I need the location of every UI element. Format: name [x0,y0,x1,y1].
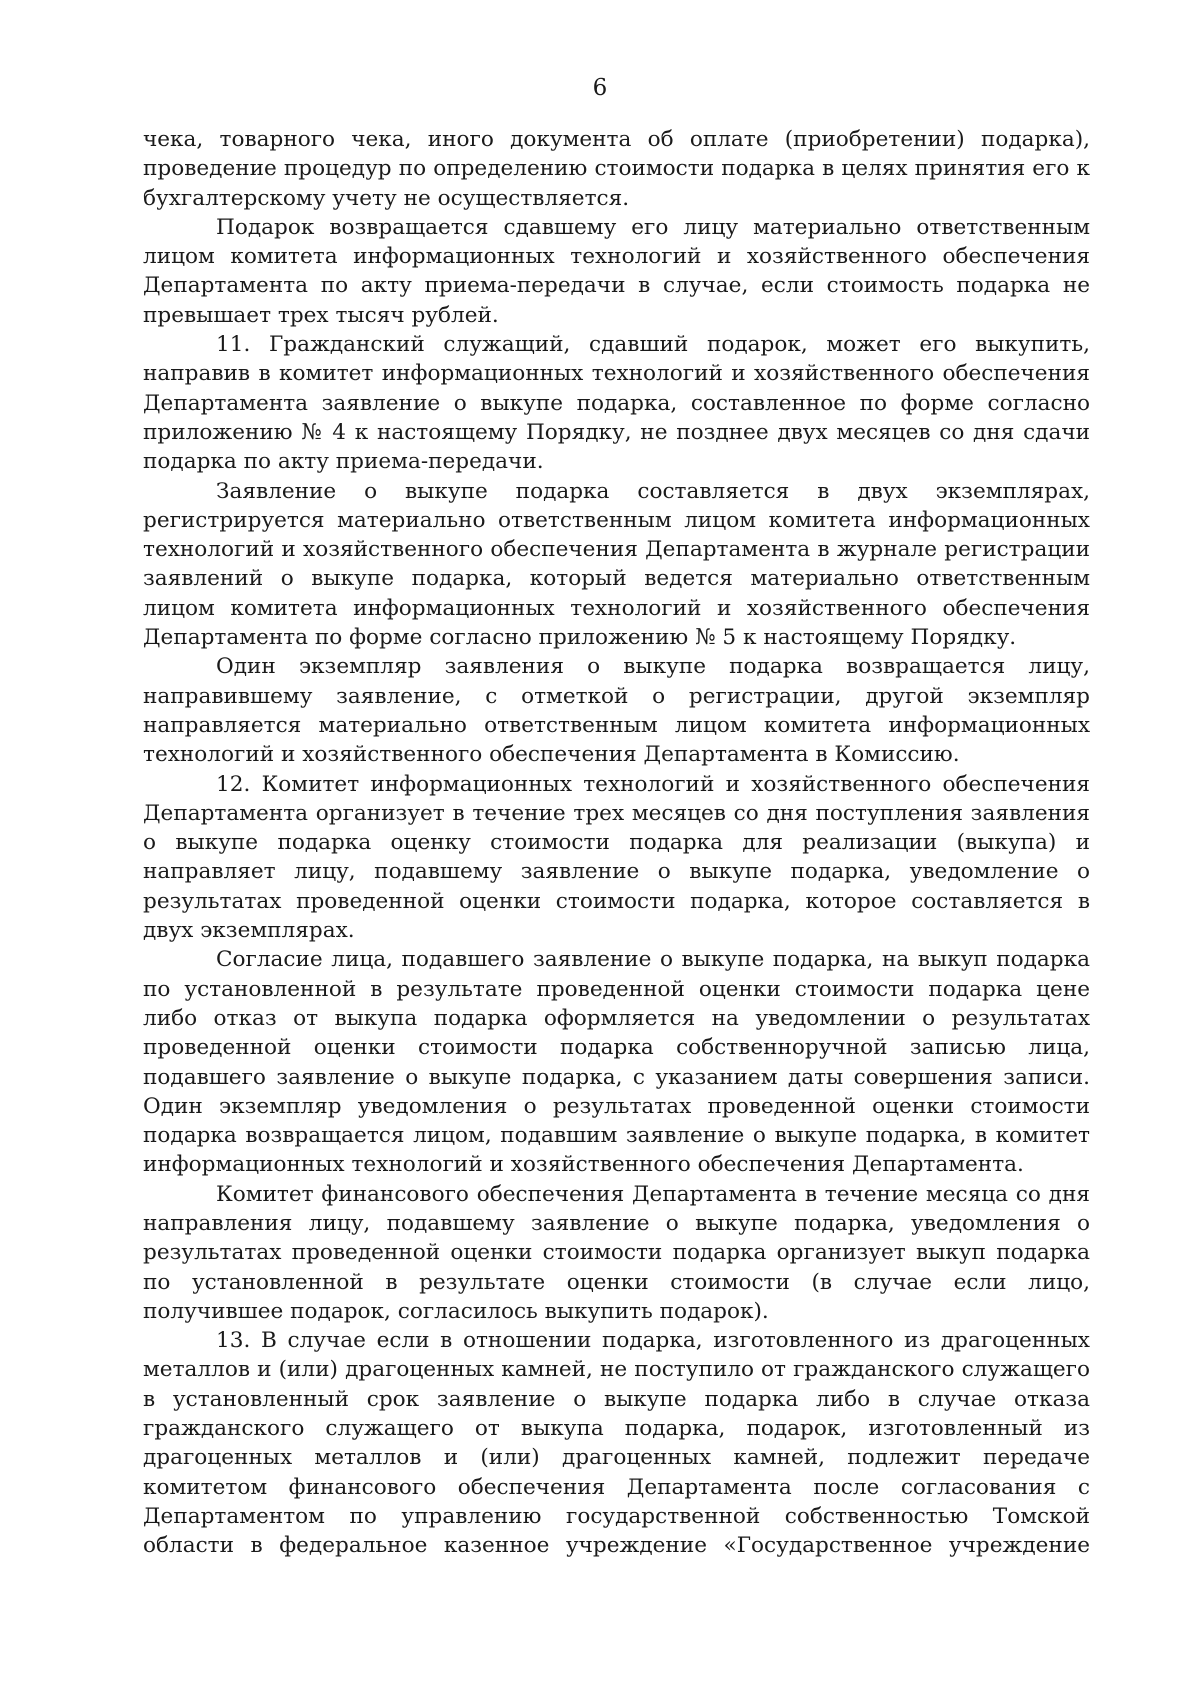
document-body [143,125,1090,1561]
paragraph-application-copy: Один экземпляр заявления о выкупе подарка возвращается лицу, направившему заявление, с отметкой о регистрации, другой экземпляр направляется материально ответственным лицом комитета информационных технологий и хозяйственного обеспечения Департамента в Комиссию. [143,654,1090,768]
paragraph-financial-committee: Комитет финансового обеспечения Департамента в течение месяца со дня направления лицу, подавшему заявление о выкупе подарка, уведомления о результатах проведенной оценки стоимости подарка организует выкуп подарка по установленной в результате оценки стоимости (в случае если лицо, получившее подарок, согласилось выкупить подарок). [143,1181,1090,1324]
paragraph-gift-return: Подарок возвращается сдавшему его лицу материально ответственным лицом комитета информационных технологий и хозяйственного обеспечения Департамента по акту приема-передачи в случае, если стоимость подарка не превышает трех тысяч рублей. [143,214,1090,328]
paragraph-11-buyout: 11. Гражданский служащий, сдавший подарок, может его выкупить, направив в комитет информационных технологий и хозяйственного обеспечения Департамента заявление о выкупе подарка, составленное по форме согласно приложению № 4 к настоящему Порядку, не позднее двух месяцев со дня сдачи подарка по акту приема-передачи. [143,332,1090,475]
paragraph-buyout-application: Заявление о выкупе подарка составляется в двух экземплярах, регистрируется материально ответственным лицом комитета информационных технологий и хозяйственного обеспечения Департамента в журнале регистрации заявлений о выкупе подарка, который ведется материально ответственным лицом комитета информационных технологий и хозяйственного обеспечения Департамента по форме согласно приложению № 5 к настоящему Порядку. [143,478,1090,651]
page-number: 6 [592,75,608,101]
paragraph-consent: Согласие лица, подавшего заявление о выкупе подарка, на выкуп подарка по установленной в результате проведенной оценки стоимости подарка цене либо отказ от выкупа подарка оформляется на уведомлении о результатах проведенной оценки стоимости подарка собственноручной записью лица, подавшего заявление о выкупе подарка, с указанием даты совершения записи. Один экземпляр уведомления о результатах проведенной оценки стоимости подарка возвращается лицом, подавшим заявление о выкупе подарка, в комитет информационных технологий и хозяйственного обеспечения Департамента. [143,947,1090,1178]
paragraph-continuation: чека, товарного чека, иного документа об оплате (приобретении) подарка), проведение процедур по определению стоимости подарка в целях принятия его к бухгалтерскому учету не осуществляется. [143,127,1090,211]
paragraph-13-precious-metals: 13. В случае если в отношении подарка, изготовленного из драгоценных металлов и (или) драгоценных камней, не поступило от гражданского служащего в установленный срок заявление о выкупе подарка либо в случае отказа гражданского служащего от выкупа подарка, подарок, изготовленный из драгоценных металлов и (или) драгоценных камней, подлежит передаче комитетом финансового обеспечения Департамента после согласования с Департаментом по управлению государственной собственностью Томской области в федеральное казенное учреждение «Государственное учреждение [143,1328,1090,1559]
paragraph-12-valuation: 12. Комитет информационных технологий и хозяйственного обеспечения Департамента организует в течение трех месяцев со дня поступления заявления о выкупе подарка оценку стоимости подарка для реализации (выкупа) и направляет лицу, подавшему заявление о выкупе подарка, уведомление о результатах проведенной оценки стоимости подарка, которое составляется в двух экземплярах. [143,771,1090,944]
